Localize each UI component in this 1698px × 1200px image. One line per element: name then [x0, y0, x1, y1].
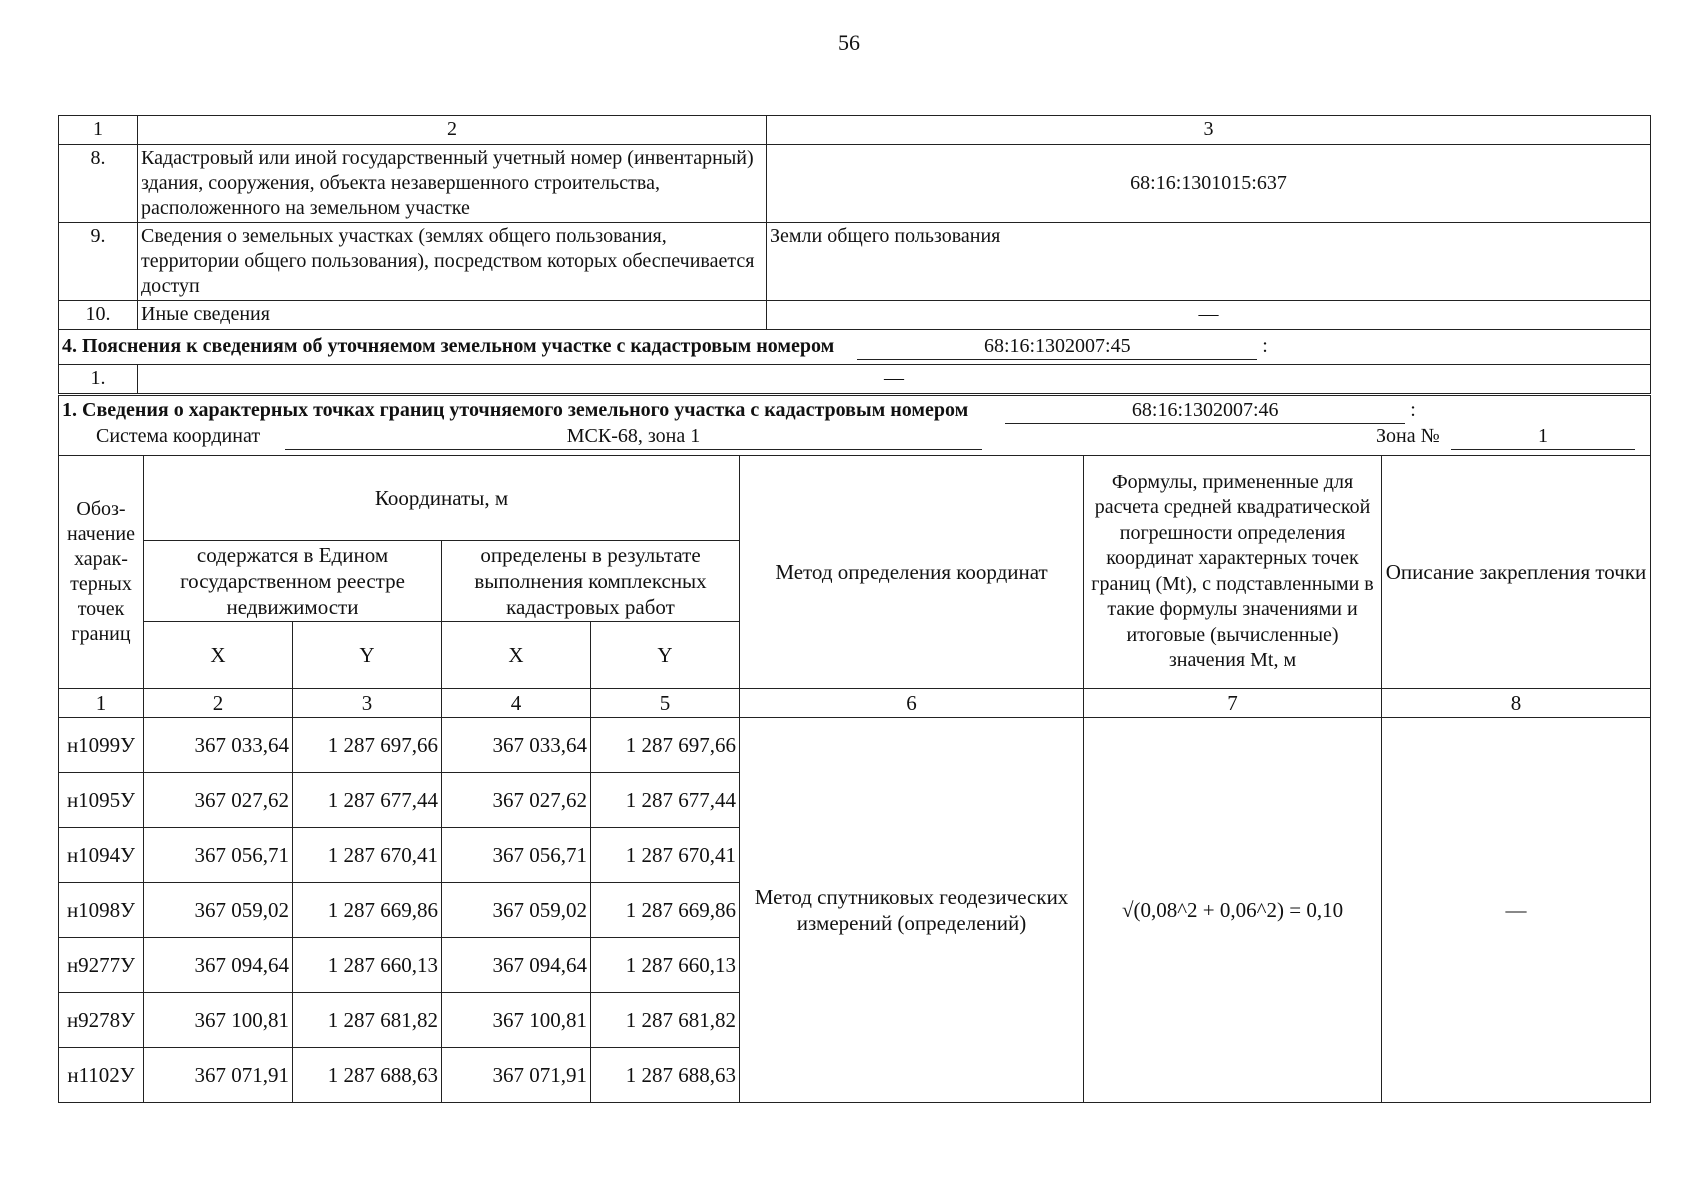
- row-number: 8.: [59, 145, 138, 223]
- table-row: [59, 223, 1651, 301]
- x-egrn: 367 100,81: [144, 992, 293, 1047]
- column-number: 5: [591, 688, 740, 717]
- table-row: [59, 717, 1651, 772]
- x-kkr: 367 094,64: [442, 937, 591, 992]
- x-egrn: 367 059,02: [144, 882, 293, 937]
- page-number: 56: [838, 30, 860, 55]
- point-name: н1102У: [59, 1047, 144, 1102]
- description-cell: —: [1382, 717, 1651, 1102]
- coord-system-value: МСК-68, зона 1: [285, 424, 982, 450]
- x-kkr: 367 071,91: [442, 1047, 591, 1102]
- row-value: —: [138, 365, 1651, 395]
- y-egrn: 1 287 660,13: [293, 937, 442, 992]
- section-1-colon: :: [1410, 399, 1416, 421]
- header-point-designation: Обоз-начение харак-терных точек границ: [59, 455, 144, 688]
- row-label: Иные сведения: [138, 301, 767, 330]
- column-number: 6: [740, 688, 1084, 717]
- header-y-egrn: Y: [293, 621, 442, 688]
- section-4-title: 4. Пояснения к сведениям об уточняемом земельном участке с кадастровым номером: [62, 335, 835, 357]
- section-1-title: 1. Сведения о характерных точках границ уточняемого земельного участка с кадастровым номером: [62, 399, 969, 421]
- zone-value: 1: [1451, 424, 1635, 450]
- section-1-title-row: [59, 395, 1651, 456]
- formula-cell: √(0,08^2 + 0,06^2) = 0,10: [1084, 717, 1382, 1102]
- y-egrn: 1 287 688,63: [293, 1047, 442, 1102]
- column-number: 1: [59, 688, 144, 717]
- x-kkr: 367 100,81: [442, 992, 591, 1047]
- header-cell: 2: [138, 116, 767, 145]
- y-kkr: 1 287 660,13: [591, 937, 740, 992]
- point-name: н1098У: [59, 882, 144, 937]
- header-x-egrn: X: [144, 621, 293, 688]
- y-kkr: 1 287 670,41: [591, 827, 740, 882]
- section-4-title-row: [59, 330, 1651, 365]
- table-row: [59, 301, 1651, 330]
- row-label: Сведения о земельных участках (землях общего пользования, территории общего пользования), посредством которых обеспечивается доступ: [138, 223, 767, 301]
- row-number: 9.: [59, 223, 138, 301]
- x-kkr: 367 027,62: [442, 772, 591, 827]
- column-number: 7: [1084, 688, 1382, 717]
- point-name: н9278У: [59, 992, 144, 1047]
- header-egrn: содержатся в Едином государственном реестре недвижимости: [144, 540, 442, 621]
- row-value: Земли общего пользования: [767, 223, 1651, 301]
- header-x-kkr: X: [442, 621, 591, 688]
- x-egrn: 367 027,62: [144, 772, 293, 827]
- section-4-cadastral-number: 68:16:1302007:45: [857, 334, 1257, 360]
- table-row: [59, 145, 1651, 223]
- column-number: 4: [442, 688, 591, 717]
- header-formula: Формулы, примененные для расчета средней квадратической погрешности определения координат характерных точек границ (Mt), с подставленными в такие формулы значениями и итоговые (вычисленные) значения Mt, м: [1084, 455, 1382, 688]
- y-kkr: 1 287 697,66: [591, 717, 740, 772]
- header-row: [59, 116, 1651, 145]
- column-number: 2: [144, 688, 293, 717]
- column-numbers-row: [59, 688, 1651, 717]
- x-egrn: 367 094,64: [144, 937, 293, 992]
- header-y-kkr: Y: [591, 621, 740, 688]
- section-4-colon: :: [1262, 335, 1268, 357]
- zone-label: Зона №: [1376, 425, 1440, 447]
- method-cell: Метод спутниковых геодезических измерений (определений): [740, 717, 1084, 1102]
- header-cell: 3: [767, 116, 1651, 145]
- header-coordinates: Координаты, м: [144, 455, 740, 540]
- y-kkr: 1 287 681,82: [591, 992, 740, 1047]
- boundary-points-table: [58, 455, 1651, 1103]
- point-name: н1095У: [59, 772, 144, 827]
- y-egrn: 1 287 669,86: [293, 882, 442, 937]
- column-number: 3: [293, 688, 442, 717]
- row-value: —: [767, 301, 1651, 330]
- coord-system-label: Система координат: [96, 425, 261, 447]
- header-method: Метод определения координат: [740, 455, 1084, 688]
- column-number: 8: [1382, 688, 1651, 717]
- header-cell: 1: [59, 116, 138, 145]
- x-kkr: 367 059,02: [442, 882, 591, 937]
- x-egrn: 367 071,91: [144, 1047, 293, 1102]
- y-kkr: 1 287 688,63: [591, 1047, 740, 1102]
- header-kkr: определены в результате выполнения комплексных кадастровых работ: [442, 540, 740, 621]
- row-number: 1.: [59, 365, 138, 395]
- y-kkr: 1 287 669,86: [591, 882, 740, 937]
- x-egrn: 367 033,64: [144, 717, 293, 772]
- y-egrn: 1 287 697,66: [293, 717, 442, 772]
- x-kkr: 367 033,64: [442, 717, 591, 772]
- section-1-cadastral-number: 68:16:1302007:46: [1005, 398, 1405, 424]
- x-egrn: 367 056,71: [144, 827, 293, 882]
- table-row: [59, 365, 1651, 395]
- point-name: н1099У: [59, 717, 144, 772]
- point-name: н9277У: [59, 937, 144, 992]
- parcel-info-table: [58, 115, 1651, 456]
- row-value: 68:16:1301015:637: [767, 145, 1651, 223]
- header-description: Описание закрепления точки: [1382, 455, 1651, 688]
- x-kkr: 367 056,71: [442, 827, 591, 882]
- document-sheet: [58, 115, 1650, 1103]
- point-name: н1094У: [59, 827, 144, 882]
- y-kkr: 1 287 677,44: [591, 772, 740, 827]
- y-egrn: 1 287 681,82: [293, 992, 442, 1047]
- row-label: Кадастровый или иной государственный учетный номер (инвентарный) здания, сооружения, объекта незавершенного строительства, расположенного на земельном участке: [138, 145, 767, 223]
- y-egrn: 1 287 677,44: [293, 772, 442, 827]
- row-number: 10.: [59, 301, 138, 330]
- y-egrn: 1 287 670,41: [293, 827, 442, 882]
